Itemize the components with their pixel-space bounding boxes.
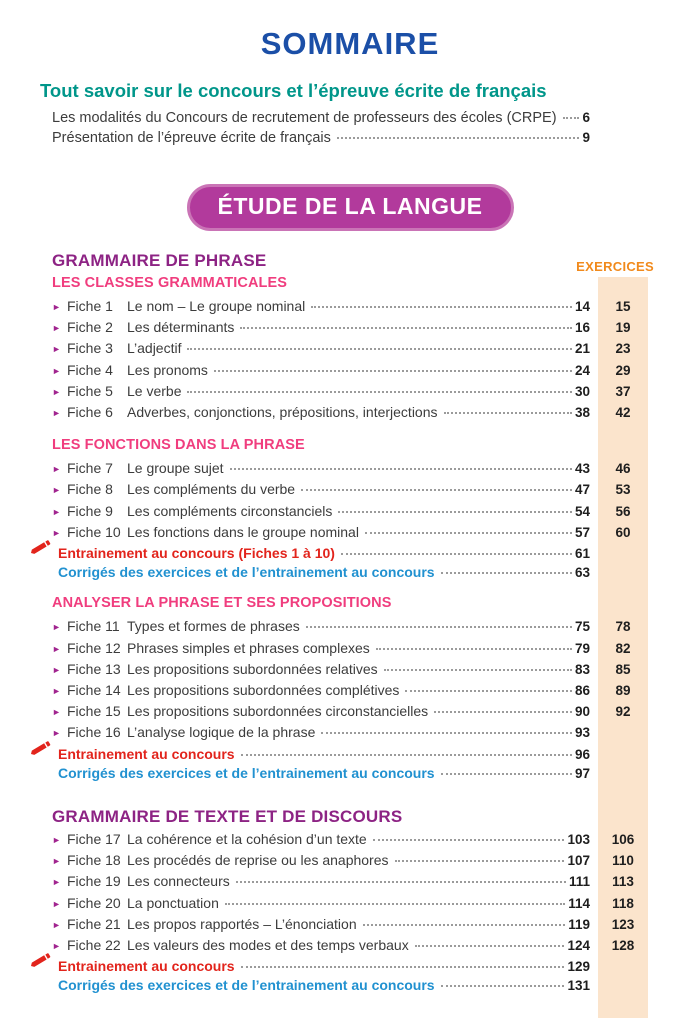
entry-title: Les propositions subordonnées relatives xyxy=(127,660,378,677)
dotted-leader xyxy=(563,117,580,119)
entry-title: Phrases simples et phrases complexes xyxy=(127,639,370,656)
toc-group xyxy=(0,594,700,783)
exercise-number: 89 xyxy=(615,683,631,699)
fiche-label: Fiche 10 xyxy=(67,523,121,540)
toc-row[interactable] xyxy=(0,459,700,480)
entry-title: Les propositions subordonnées circonstancielles xyxy=(127,703,429,720)
exercise-number: 113 xyxy=(612,874,634,890)
toc-row[interactable] xyxy=(0,403,700,424)
entry-title: Les pronoms xyxy=(127,361,208,378)
exercise-number: 29 xyxy=(615,362,631,378)
page-number: 54 xyxy=(574,503,590,519)
triangle-bullet-icon: ► xyxy=(52,302,61,312)
page-number: 63 xyxy=(574,565,590,581)
page-number: 86 xyxy=(574,683,590,699)
entry-title: Entrainement au concours xyxy=(58,745,235,762)
triangle-bullet-icon: ► xyxy=(52,506,61,517)
entry-title: Les fonctions dans le groupe nominal xyxy=(127,523,359,540)
page-number: 93 xyxy=(574,725,590,741)
triangle-bullet-icon: ► xyxy=(52,835,61,846)
fiche-label: Fiche 11 xyxy=(67,618,120,635)
dotted-leader xyxy=(365,532,572,534)
page-number: 103 xyxy=(567,832,590,848)
page-number: 24 xyxy=(574,362,590,378)
entry-title: Les propos rapportés – L’énonciation xyxy=(127,915,357,932)
dotted-leader xyxy=(373,839,565,841)
page-number: 90 xyxy=(574,704,590,720)
sommaire-page xyxy=(0,26,700,998)
page-number: 38 xyxy=(574,405,590,421)
dotted-leader xyxy=(444,412,572,414)
dotted-leader xyxy=(415,945,565,947)
exercise-number: 123 xyxy=(611,916,635,932)
exercise-number: 19 xyxy=(615,320,631,336)
page-number: 83 xyxy=(574,661,590,677)
exercise-number: 23 xyxy=(615,341,631,357)
pencil-icon xyxy=(30,536,52,558)
toc-group xyxy=(0,830,700,996)
toc-row[interactable] xyxy=(0,480,700,501)
page-number: 61 xyxy=(574,546,590,562)
page-number: 97 xyxy=(574,765,590,781)
entry-title: La cohérence et la cohésion d’un texte xyxy=(127,831,367,848)
toc-row[interactable] xyxy=(0,660,700,681)
fiche-label: Fiche 3 xyxy=(67,340,113,357)
entry-title: L’analyse logique de la phrase xyxy=(127,724,316,741)
page-number: 131 xyxy=(567,978,590,994)
triangle-bullet-icon: ► xyxy=(52,464,61,475)
page-number: 107 xyxy=(567,853,590,869)
toc-row[interactable] xyxy=(0,830,700,851)
exercise-number: 82 xyxy=(615,640,631,656)
toc-row[interactable] xyxy=(0,563,700,582)
page-number: 57 xyxy=(574,524,590,540)
entry-title: Entrainement au concours (Fiches 1 à 10) xyxy=(58,545,335,562)
toc-row[interactable] xyxy=(0,957,700,976)
triangle-bullet-icon: ► xyxy=(52,408,61,419)
toc-row[interactable] xyxy=(0,936,700,957)
page-number: 111 xyxy=(568,874,590,890)
toc-row[interactable] xyxy=(0,318,700,339)
entry-title: Les compléments du verbe xyxy=(127,481,296,498)
dotted-leader xyxy=(311,306,572,308)
triangle-bullet-icon: ► xyxy=(52,686,61,697)
dotted-leader xyxy=(306,626,572,628)
fiche-label: Fiche 9 xyxy=(67,502,113,519)
page-title: SOMMAIRE xyxy=(260,26,440,61)
dotted-leader xyxy=(337,137,580,139)
dotted-leader xyxy=(384,669,572,671)
dotted-leader xyxy=(395,860,565,862)
dotted-leader xyxy=(441,773,572,775)
fiche-label: Fiche 8 xyxy=(67,481,113,498)
dotted-leader xyxy=(376,648,572,650)
fiche-label: Fiche 4 xyxy=(67,361,113,378)
exercises-column-header: EXERCICES xyxy=(576,259,654,274)
exercise-number: 53 xyxy=(615,482,631,498)
page-number: 43 xyxy=(574,461,590,477)
triangle-bullet-icon: ► xyxy=(52,877,61,888)
triangle-bullet-icon: ► xyxy=(52,323,61,334)
entry-title: Corrigés des exercices et de l’entrainement au concours xyxy=(58,764,435,781)
triangle-bullet-icon: ► xyxy=(52,365,61,376)
page-number: 75 xyxy=(574,619,590,635)
toc-sections xyxy=(0,251,700,996)
toc-group xyxy=(0,274,700,424)
triangle-bullet-icon: ► xyxy=(52,664,61,675)
fiche-label: Fiche 2 xyxy=(67,319,113,336)
fiche-label: Fiche 22 xyxy=(67,937,121,954)
page-number: 21 xyxy=(574,341,590,357)
triangle-bullet-icon: ► xyxy=(52,707,61,718)
fiche-label: Fiche 17 xyxy=(67,831,121,848)
dotted-leader xyxy=(240,327,572,329)
fiche-label: Fiche 13 xyxy=(67,660,121,677)
toc-row[interactable] xyxy=(0,894,700,915)
entry-title: Le groupe sujet xyxy=(127,460,224,477)
toc-row[interactable] xyxy=(0,339,700,360)
dotted-leader xyxy=(187,391,571,393)
exercise-number: 110 xyxy=(612,853,634,869)
dotted-leader xyxy=(236,881,566,883)
section-title: GRAMMAIRE DE PHRASE xyxy=(52,251,267,270)
toc-row[interactable] xyxy=(0,361,700,382)
toc-row[interactable] xyxy=(0,617,700,638)
toc-row[interactable] xyxy=(0,872,700,893)
entry-title: Présentation de l’épreuve écrite de français xyxy=(52,130,331,146)
fiche-label: Fiche 14 xyxy=(67,682,121,699)
toc-row[interactable] xyxy=(0,702,700,723)
exercise-number: 128 xyxy=(611,938,635,954)
page-number: 16 xyxy=(574,320,590,336)
page-number: 6 xyxy=(582,110,590,125)
triangle-bullet-icon: ► xyxy=(52,919,61,930)
dotted-leader xyxy=(301,489,572,491)
entry-title: La ponctuation xyxy=(127,894,219,911)
triangle-bullet-icon: ► xyxy=(52,485,61,496)
dotted-leader xyxy=(441,985,565,987)
toc-row[interactable] xyxy=(40,108,660,128)
intro-section xyxy=(40,79,660,148)
fiche-label: Fiche 16 xyxy=(67,724,121,741)
page-number: 119 xyxy=(568,916,590,932)
entry-title: Les compléments circonstanciels xyxy=(127,502,333,519)
dotted-leader xyxy=(441,572,572,574)
entry-title: Entrainement au concours xyxy=(58,958,235,975)
pencil-icon xyxy=(30,737,52,759)
toc-row[interactable] xyxy=(0,745,700,764)
dotted-leader xyxy=(341,553,572,555)
section-title: GRAMMAIRE DE TEXTE ET DE DISCOURS xyxy=(52,807,403,827)
entry-title: Les valeurs des modes et des temps verbaux xyxy=(127,937,409,954)
exercise-number: 78 xyxy=(615,619,631,635)
subsection-title: ANALYSER LA PHRASE ET SES PROPOSITIONS xyxy=(52,595,392,612)
entry-title: Les déterminants xyxy=(127,319,235,336)
dotted-leader xyxy=(214,370,572,372)
fiche-label: Fiche 1 xyxy=(67,298,113,314)
subsection-title: LES FONCTIONS DANS LA PHRASE xyxy=(52,437,305,454)
exercise-number: 92 xyxy=(615,704,631,720)
dotted-leader xyxy=(230,468,572,470)
toc-row[interactable] xyxy=(0,764,700,783)
toc-row[interactable] xyxy=(0,976,700,995)
entry-title: Le nom – Le groupe nominal xyxy=(127,298,306,314)
exercise-number: 15 xyxy=(615,299,631,314)
toc-group xyxy=(0,436,700,582)
toc-row[interactable] xyxy=(0,544,700,563)
fiche-label: Fiche 19 xyxy=(67,873,121,890)
entry-title: Types et formes de phrases xyxy=(127,618,300,635)
dotted-leader xyxy=(241,966,565,968)
dotted-leader xyxy=(187,348,571,350)
toc-section xyxy=(0,807,700,996)
triangle-bullet-icon: ► xyxy=(52,643,61,654)
intro-heading: Tout savoir sur le concours et l’épreuve écrite de français xyxy=(40,80,547,101)
part-banner: ÉTUDE DE LA LANGUE xyxy=(187,184,514,231)
toc xyxy=(0,251,700,1018)
fiche-label: Fiche 20 xyxy=(67,894,121,911)
entry-title: Corrigés des exercices et de l’entrainement au concours xyxy=(58,977,435,994)
triangle-bullet-icon: ► xyxy=(52,527,61,538)
dotted-leader xyxy=(321,732,572,734)
dotted-leader xyxy=(225,903,565,905)
triangle-bullet-icon: ► xyxy=(52,898,61,909)
dotted-leader xyxy=(434,711,572,713)
exercise-number: 118 xyxy=(612,895,634,911)
entry-title: Le verbe xyxy=(127,382,182,399)
page-number: 114 xyxy=(568,895,590,911)
toc-row[interactable] xyxy=(0,502,700,523)
page-number: 14 xyxy=(574,299,590,314)
toc-section xyxy=(0,251,700,783)
entry-title: Adverbes, conjonctions, prépositions, interjections xyxy=(127,404,438,421)
page-number: 129 xyxy=(567,959,590,975)
dotted-leader xyxy=(338,511,572,513)
page-number: 124 xyxy=(567,938,590,954)
dotted-leader xyxy=(241,754,572,756)
toc-row[interactable] xyxy=(0,523,700,544)
entry-title: Les propositions subordonnées complétives xyxy=(127,682,400,699)
toc-row[interactable] xyxy=(0,297,700,318)
exercise-number: 106 xyxy=(611,832,635,848)
toc-row[interactable] xyxy=(0,723,700,744)
exercise-number: 85 xyxy=(615,661,631,677)
triangle-bullet-icon: ► xyxy=(52,941,61,952)
entry-title: Corrigés des exercices et de l’entrainement au concours xyxy=(58,564,435,581)
triangle-bullet-icon: ► xyxy=(52,728,61,739)
fiche-label: Fiche 6 xyxy=(67,404,113,421)
toc-row[interactable] xyxy=(0,851,700,872)
toc-row[interactable] xyxy=(0,639,700,660)
pencil-icon xyxy=(30,949,52,971)
toc-row[interactable] xyxy=(0,681,700,702)
triangle-bullet-icon: ► xyxy=(52,856,61,867)
exercise-number: 37 xyxy=(615,383,631,399)
entry-title: Les modalités du Concours de recrutement de professeurs des écoles (CRPE) xyxy=(52,110,557,126)
fiche-label: Fiche 5 xyxy=(67,382,113,399)
toc-row[interactable] xyxy=(0,915,700,936)
entry-title: Les connecteurs xyxy=(127,873,230,890)
page-number: 96 xyxy=(574,746,590,762)
fiche-label: Fiche 18 xyxy=(67,852,121,869)
triangle-bullet-icon: ► xyxy=(52,386,61,397)
subsection-title: LES CLASSES GRAMMATICALES xyxy=(52,275,288,291)
triangle-bullet-icon: ► xyxy=(52,622,61,633)
toc-row[interactable] xyxy=(40,128,660,148)
exercise-number: 42 xyxy=(615,405,631,421)
exercise-number: 46 xyxy=(615,461,631,477)
page-number: 30 xyxy=(574,383,590,399)
entry-title: Les procédés de reprise ou les anaphores xyxy=(127,852,389,869)
toc-row[interactable] xyxy=(0,382,700,403)
fiche-label: Fiche 7 xyxy=(67,460,113,477)
fiche-label: Fiche 12 xyxy=(67,639,121,656)
exercise-number: 60 xyxy=(615,524,631,540)
fiche-label: Fiche 21 xyxy=(67,915,121,932)
entry-title: L’adjectif xyxy=(127,340,182,357)
page-number: 79 xyxy=(574,640,590,656)
page-number: 9 xyxy=(582,130,590,145)
fiche-label: Fiche 15 xyxy=(67,703,121,720)
page-number: 47 xyxy=(574,482,590,498)
dotted-leader xyxy=(363,924,566,926)
exercise-number: 56 xyxy=(615,503,631,519)
dotted-leader xyxy=(405,690,572,692)
triangle-bullet-icon: ► xyxy=(52,344,61,355)
